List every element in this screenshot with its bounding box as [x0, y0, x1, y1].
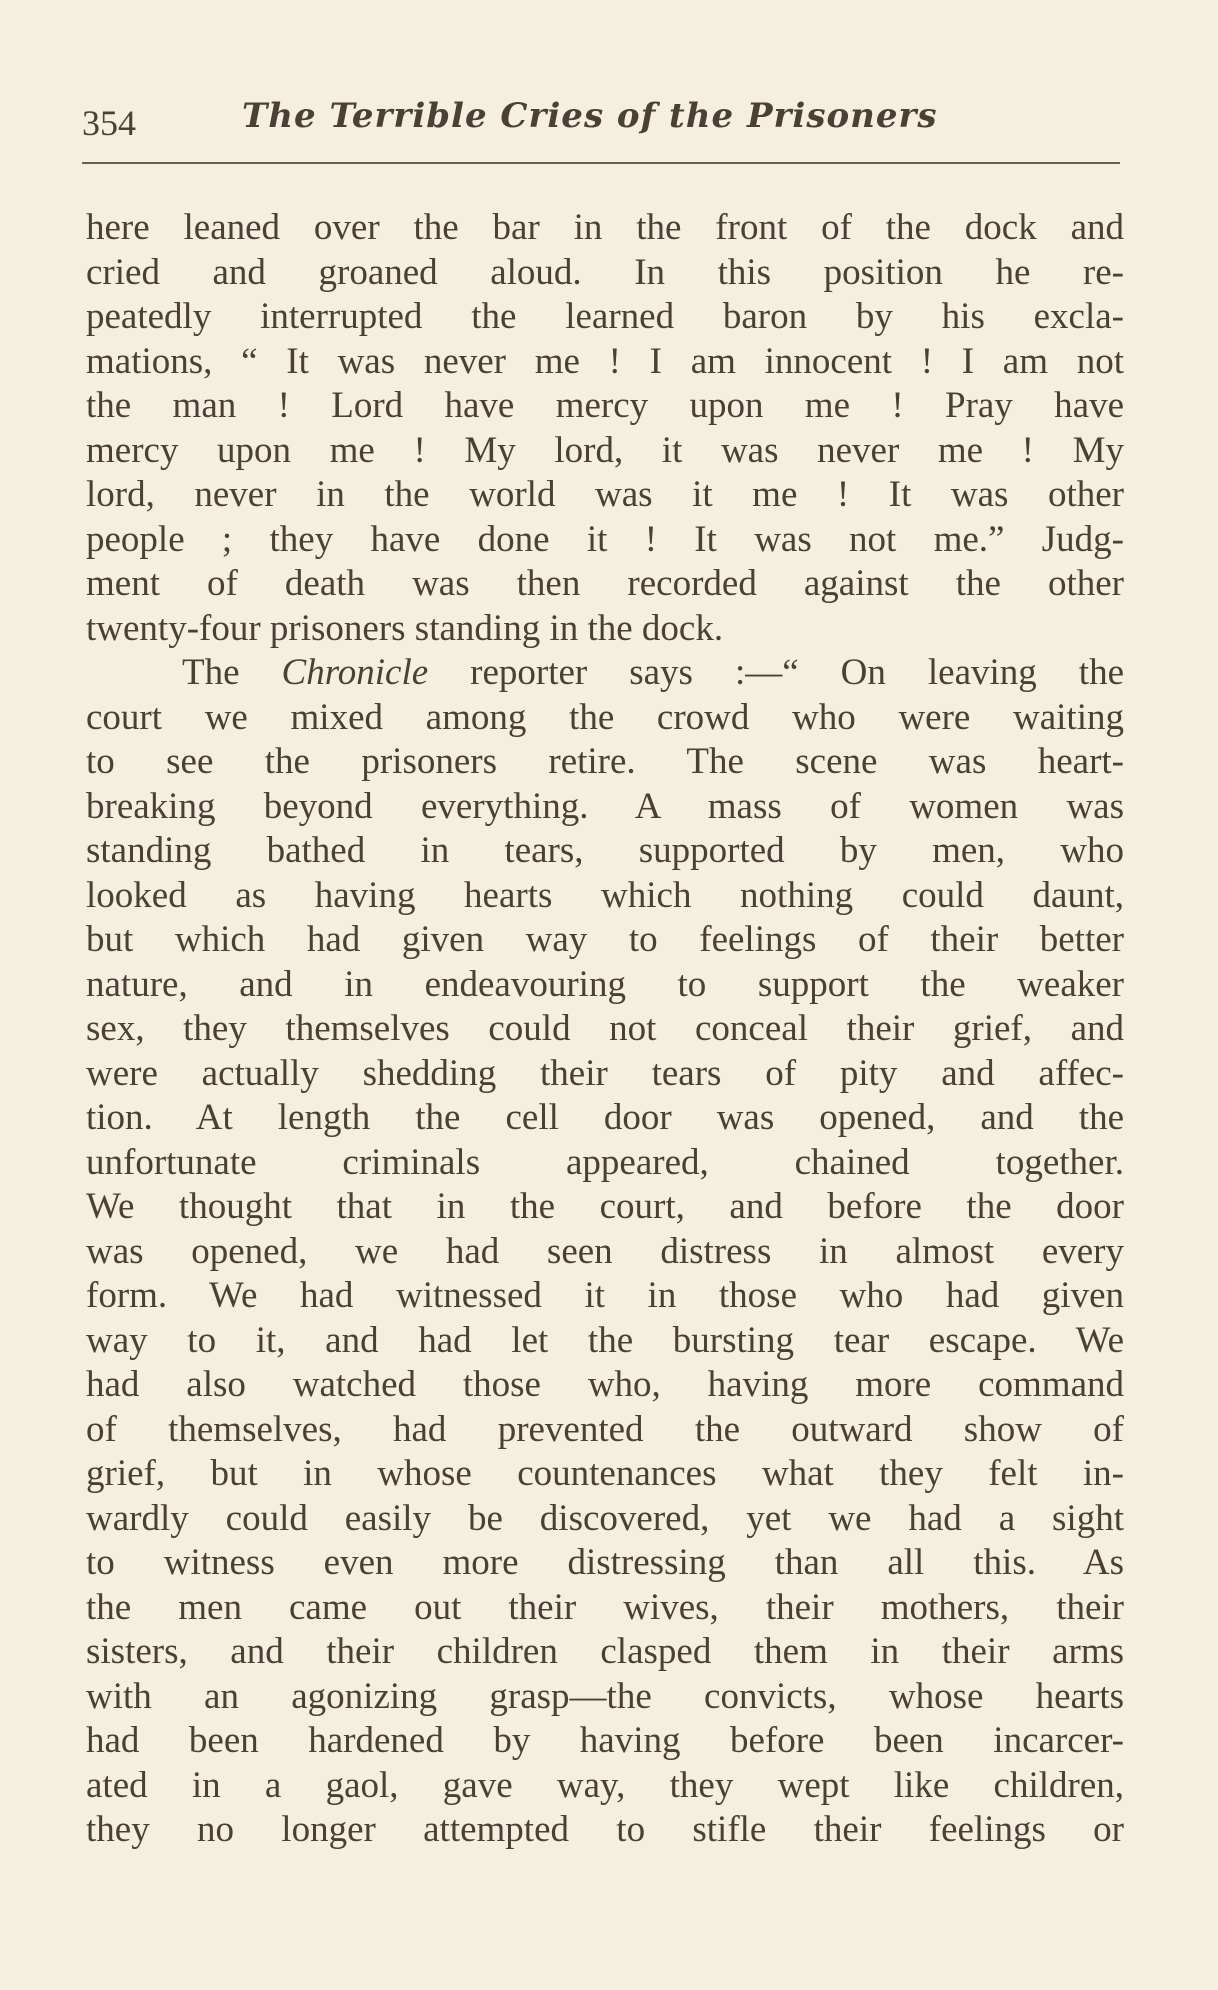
text-line: sex, they themselves could not conceal their grief, and: [86, 1008, 1124, 1049]
text-line: mations, “ It was never me ! I am innocent ! I am not: [86, 340, 1124, 382]
text-line: unfortunate criminals appeared, chained together.: [86, 1141, 1124, 1183]
text-line: cried and groaned aloud. In this position he re-: [86, 251, 1124, 293]
text-line: ment of death was then recorded against the other: [86, 563, 1124, 604]
text-line: people ; they have done it ! It was not me.” Judg-: [86, 518, 1124, 560]
text-line: nature, and in endeavouring to support the weaker: [86, 963, 1124, 1005]
text-line: of themselves, had prevented the outward show of: [86, 1408, 1124, 1450]
text-line: breaking beyond everything. A mass of women was: [86, 785, 1124, 827]
paragraph-1: [86, 206, 1124, 651]
page-number: 354: [82, 103, 136, 143]
text-line: We thought that in the court, and before the door: [86, 1186, 1124, 1227]
text-line: the man ! Lord have mercy upon me ! Pray have: [86, 385, 1124, 426]
text-line: had been hardened by having before been incarcer-: [86, 1720, 1124, 1761]
text-line: grief, but in whose countenances what they felt in-: [86, 1453, 1124, 1494]
text-segment: The: [182, 652, 282, 693]
text-line-first: [86, 651, 1124, 696]
text-line: but which had given way to feelings of their better: [86, 919, 1124, 960]
newspaper-title: Chronicle: [281, 652, 429, 693]
text-line: way to it, and had let the bursting tear escape. We: [86, 1319, 1124, 1361]
text-line: to see the prisoners retire. The scene was heart-: [86, 741, 1124, 782]
text-line: ated in a gaol, gave way, they wept like children,: [86, 1764, 1124, 1806]
header-rule: [82, 162, 1120, 164]
text-line: looked as having hearts which nothing could daunt,: [86, 874, 1124, 916]
text-line: to witness even more distressing than all this. As: [86, 1542, 1124, 1583]
text-line: peatedly interrupted the learned baron by his excla-: [86, 296, 1124, 337]
text-line: standing bathed in tears, supported by men, who: [86, 830, 1124, 871]
text-line: had also watched those who, having more command: [86, 1364, 1124, 1405]
text-line: court we mixed among the crowd who were waiting: [86, 696, 1124, 738]
text-line: with an agonizing grasp—the convicts, whose hearts: [86, 1675, 1124, 1717]
text-line: form. We had witnessed it in those who had given: [86, 1275, 1124, 1316]
text-line: was opened, we had seen distress in almost every: [86, 1230, 1124, 1272]
text-line: tion. At length the cell door was opened, and the: [86, 1097, 1124, 1138]
text-line: mercy upon me ! My lord, it was never me ! My: [86, 429, 1124, 471]
running-title: The Terrible Cries of the Prisoners: [242, 96, 938, 136]
body-text: [86, 206, 1124, 1853]
text-line: here leaned over the bar in the front of the dock and: [86, 207, 1124, 248]
text-line: sisters, and their children clasped them in their arms: [86, 1631, 1124, 1672]
text-line: twenty-four prisoners standing in the dock.: [86, 607, 724, 649]
text-line: the men came out their wives, their mothers, their: [86, 1586, 1124, 1628]
text-line: they no longer attempted to stifle their feelings or: [86, 1809, 1124, 1850]
paragraph-2: [86, 651, 1124, 1853]
text-segment: reporter says :—“ On leaving the: [428, 652, 1124, 693]
page-header: [82, 96, 1122, 146]
text-line: wardly could easily be discovered, yet we had a sight: [86, 1497, 1124, 1539]
text-line: were actually shedding their tears of pity and affec-: [86, 1052, 1124, 1094]
text-line: lord, never in the world was it me ! It was other: [86, 474, 1124, 515]
